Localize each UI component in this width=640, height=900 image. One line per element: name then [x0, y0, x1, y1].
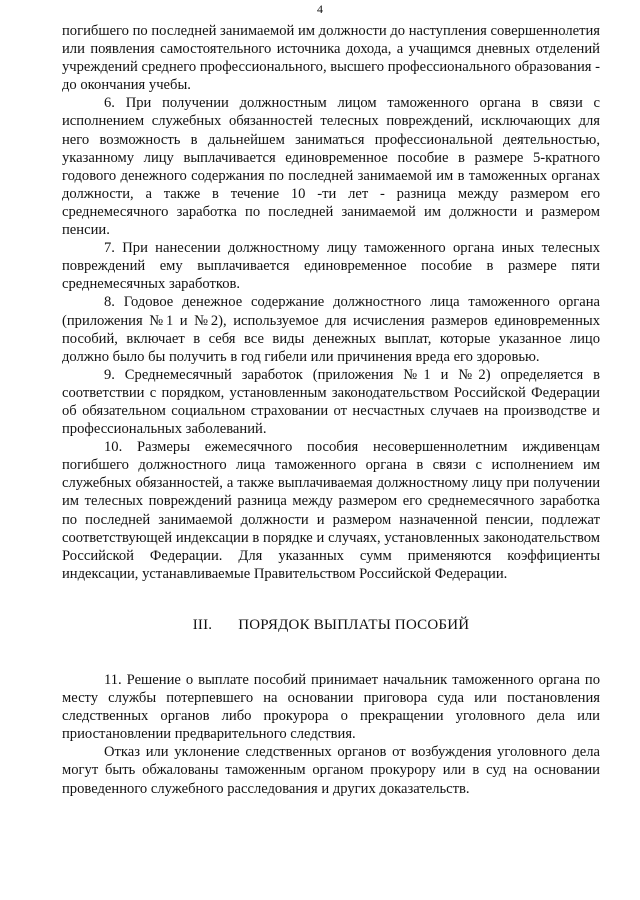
- paragraph-continuation: погибшего по последней занимаемой им должности до наступления совершеннолетия или появления самостоятельного источника дохода, а учащимся дневных отделений учреждений среднего профессионального, высшего профессионального образования - до окончания учебы.: [62, 23, 600, 94]
- section-number: III.: [192, 616, 213, 633]
- paragraph-item-7: 7. При нанесении должностному лицу таможенного органа иных телесных повреждений ему выплачивается единовременное пособие в размере пяти среднемесячных заработков.: [62, 240, 600, 293]
- paragraph-item-11: 11. Решение о выплате пособий принимает начальник таможенного органа по месту службы потерпевшего на основании приговора суда или постановления следственных органов либо прокурора о прекращении уголовного дела или приостановлении предварительного следствия.: [62, 672, 600, 743]
- paragraph-item-9: 9. Среднемесячный заработок (приложения №1 и №2) определяется в соответствии с порядком, установленным законодательством Российской Федерации об обязательном социальном страховании от несчастных случаев на производстве и профессиональных заболеваний.: [62, 366, 600, 438]
- paragraph-appeal: Отказ или уклонение следственных органов от возбуждения уголовного дела могут быть обжалованы таможенным органом прокурору или в суд на основании проведенного служебного расследования и других доказательств.: [62, 744, 600, 797]
- document-body: [62, 22, 600, 798]
- paragraph-item-10: 10. Размеры ежемесячного пособия несовершеннолетним иждивенцам погибшего должностного лица таможенного органа в связи с исполнением им служебных обязанностей, а также выплачиваемая должностному лицу при получении им телесных повреждений разница между размером его среднемесячного заработка по последней занимаемой должности и размером назначенной пенсии, подлежат соответствующей индексации в порядке и случаях, установленных законодательством Российской Федерации. Для указанных сумм применяются коэффициенты индексации, устанавливаемые Правительством Российской Федерации.: [62, 439, 600, 582]
- section-heading: [62, 616, 600, 634]
- section-title: ПОРЯДОК ВЫПЛАТЫ ПОСОБИЙ: [238, 616, 470, 633]
- paragraph-item-6: 6. При получении должностным лицом таможенного органа в связи с исполнением служебных обязанностей телесных повреждений, исключающих для него возможность в дальнейшем заниматься профессиональной деятельностью, указанному лицу выплачивается единовременное пособие в размере 5-кратного годового денежного содержания по последней занимаемой им в таможенных органах должности, а также в течение 10 -ти лет - разница между размером его среднемесячного заработка по последней занимаемой им должности и размером пенсии.: [62, 95, 600, 239]
- page-number: 4: [317, 2, 323, 16]
- paragraph-item-8: 8. Годовое денежное содержание должностного лица таможенного органа (приложения №1 и №2), используемое для исчисления размеров единовременных пособий, включает в себя все виды денежных выплат, которые указанное лицо должно было бы получить в год гибели или причинения вреда его здоровью.: [62, 294, 600, 365]
